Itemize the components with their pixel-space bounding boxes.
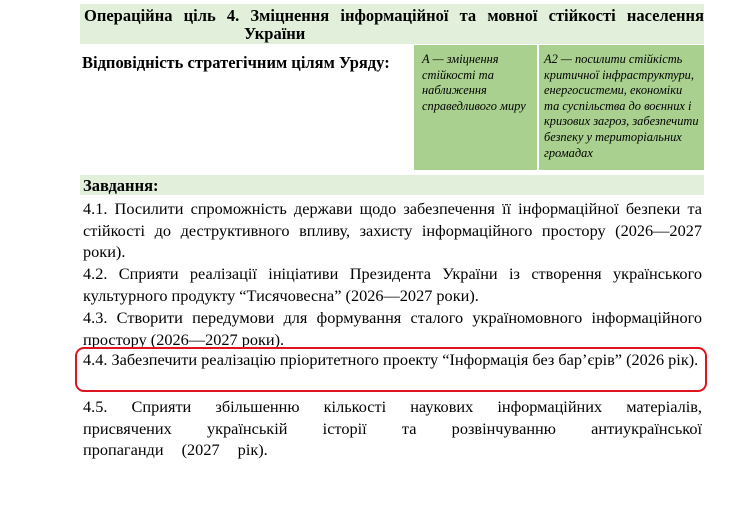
task-4-4: 4.4. Забезпечити реалізацію пріоритетного проекту “Інформація без бар’єрів” (2026 рік). [83, 350, 699, 369]
alignment-label: Відповідність стратегічним цілям Уряду: [82, 53, 390, 72]
task-4-5-text: 4.5. Сприяти збільшенню кількості наукових інформаційних матеріалів, присвячених українській історії та розвінчуванню антиукраїнської пропаганди (2027 рік). [83, 397, 702, 459]
strategic-goal-a2: А2 — посилити стійкість критичної інфраструктури, енергосистеми, економіки та суспільства до воєнних і кризових загроз, забезпечити безпеку у територіальних громадах [539, 45, 704, 170]
tasks-heading: Завдання: [83, 176, 159, 195]
goal-title-line1: Операційна ціль 4. Зміцнення інформаційної та мовної стійкості населення [84, 6, 704, 25]
goal-title-line2: України [244, 24, 306, 43]
strategic-goal-a: А — зміцнення стійкості та наближення справедливого миру [414, 45, 537, 170]
task-4-5 [83, 396, 702, 461]
tasks-heading-band [80, 175, 704, 195]
task-4-3: 4.3. Створити передумови для формування сталого україномовного інформаційного простору (2026—2027 роки). [83, 308, 702, 349]
task-4-4-highlight-frame [75, 347, 707, 392]
task-4-1: 4.1. Посилити спроможність держави щодо забезпечення її інформаційної безпеки та стійкості до деструктивного впливу, захисту інформаційного простору (2026—2027 роки). [83, 199, 702, 261]
task-4-2: 4.2. Сприяти реалізації ініціативи Президента України із створення українського культурного продукту “Тисячовесна” (2026—2027 роки). [83, 264, 702, 305]
